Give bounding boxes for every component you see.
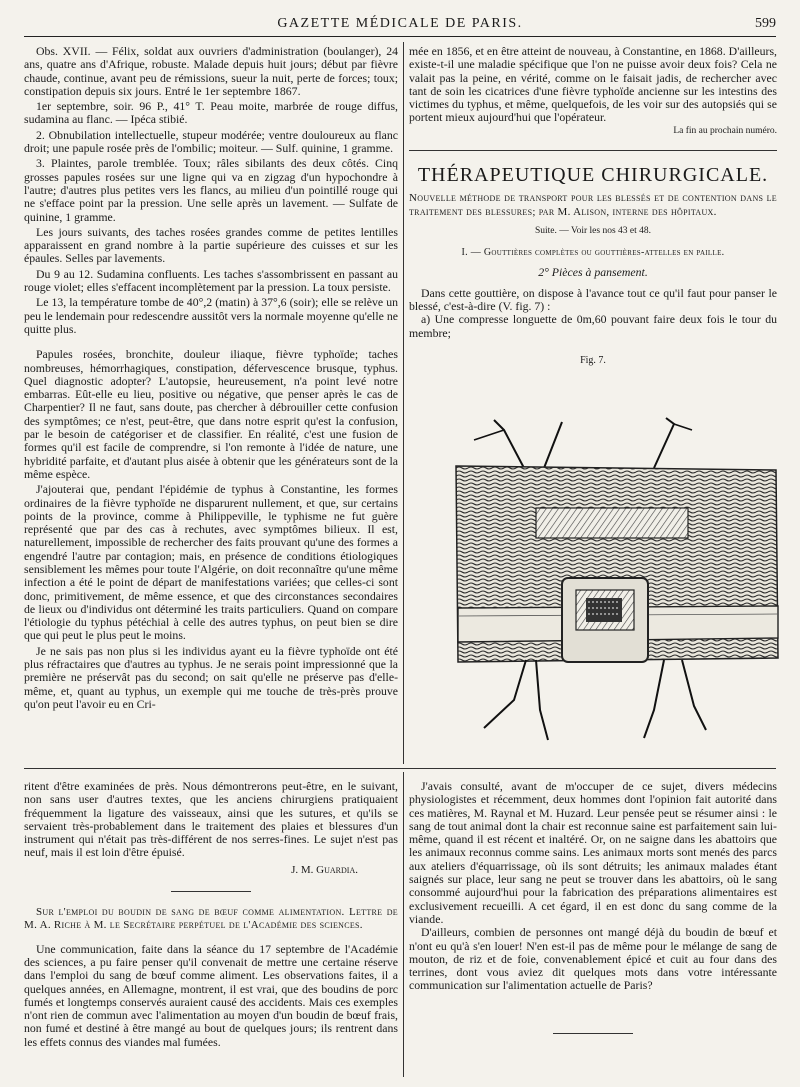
column-divider-bottom [403,772,404,1077]
letter-paragraph: Une communication, faite dans la séance du 17 septembre de l'Académie des sciences, a pu faire penser qu'il convenait de mettre une certaine réserve dans l'emploi du sang de bœuf comme aliment. Les observations faites, il a quelques années, en Allemagne, montrent, il est vrai, que des boudins de porc fumés et longtemps conservés auraient causé des accidents. Mais ces exemples n'ont rien de commun avec l'alimentation au moyen d'un boudin de bœuf frais, non fumé et destiné à être mangé au bout de quelques jours; ils rentrent dans les effets connus des viandes mal fumées. [24,941,398,1049]
left-top-column [24,45,398,713]
discussion-paragraph: J'ajouterai que, pendant l'épidémie de typhus à Constantine, les formes ordinaires de la fièvre typhoïde ne disparurent nullement, et que, sur certains points de la province, comme à Philippeville, le typhisme ne fut guère représenté que par des cas à rechutes, avec symptômes bilieux. Il est, naturellement, impossible de rechercher des faits prouvant qu'une des formes a engendré l'autre par contagion; mais, en présence de conditions étiologiques sensiblement les mêmes pour toute l'Algérie, on doit reconnaître qu'une même infection a été le point de départ de manifestations variées; que celles-ci sont donc, primitivement, de même essence, et que des circonstances secondaires de lieux ou d'individus ont déterminé les traits particuliers. Quand on compare l'étiologie du typhus pétéchial à celle des autres typhus, on peut bien se dire que qui peut le plus peut le moins. [24,482,398,643]
observation-paragraph: 2. Obnubilation intellectuelle, stupeur modérée; ventre douloureux au flanc droit; une papule rosée près de l'ombilic; moiteur. — Sulf. quinine, 1 gramme. [24,127,398,156]
subsection-heading: I. — Gouttières complètes ou gouttières-attelles en paille. [461,247,725,259]
letter-paragraph: D'ailleurs, combien de personnes ont mangé déjà du boudin de bœuf et n'ont eu qu'à s'en louer! N'en est-il pas de même pour le mélange de sang de mouton, de riz et de foie, convenablement épicé et cuit au four dans des terrines, dont vous aviez dit quelques mots dans votre intéressante communication sur l'alimentation actuelle de Paris? [409,925,777,993]
continuation-paragraph: mée en 1856, et en être atteint de nouveau, à Constantine, en 1868. D'ailleurs, existe-t-il une maladie spécifique que l'on ne puisse avoir deux fois? Cela ne valait pas la peine, en vérité, comme on le faisait jadis, de rechercher avec tant de soin les cicatrices d'une fièvre typhoïde ancienne sur les intestins des victimes du typhus, et même, quelquefois, de les voir sur des autopsiés qui se portent mieux aujourd'hui que l'opérateur. [409,44,777,125]
page-header [24,16,776,37]
article-end-rule [553,1033,633,1034]
article-end-rule [171,891,251,892]
section-title: THÉRAPEUTIQUE CHIRURGICALE. [417,164,769,187]
left-bottom-column [24,780,398,1049]
figure-7-illustration [444,410,788,750]
right-bottom-column [409,780,777,1048]
observation-paragraph: Obs. XVII. — Félix, soldat aux ouvriers d'administration (boulanger), 24 ans, quatre ans d'Afrique, robuste. Malade depuis huit jours; début par fièvre chaude, continue, avant peu de rémissions, sueur la nuit, perte de forces; toux; constipation depuis six jours. Entré le 1er septembre 1867. [24,44,398,98]
subsubsection-heading: 2° Pièces à pansement. [538,264,648,279]
article-title: Nouvelle méthode de transport pour les blessés et de contention dans le traitement des blessures; par M. Alison, interne des hôpitaux. [409,192,777,218]
letter-title: Sur l'emploi du boudin de sang de bœuf comme alimentation. Lettre de M. A. Riche à M. le Secrétaire perpétuel de l'Académie des sciences. [24,906,398,932]
continued-note: La fin au prochain numéro. [673,125,777,136]
letter-paragraph: J'avais consulté, avant de m'occuper de ce sujet, divers médecins physiologistes et récemment, deux hommes dont l'opinion fait autorité dans ces matières, M. Raynal et M. Huzard. Leur pensée peut se résumer ainsi : le sang de tout animal dont la chair est reconnue saine est parfaitement sain lui-même, quand il est récent et inaltéré. Or, on ne saigne dans les abattoirs que les animaux reconnus comme sains. Les animaux morts sont menés des parcs aux ateliers d'équarrissage, où ils sont détruits; les animaux malades étant saignés sur place, leur sang ne peut se trouver dans les abattoirs, où le sang consommé aujourd'hui pour la fabrication des préparations alimentaires est exclusivement recueilli. A cet égard, il en est donc du sang comme de la viande. [409,779,777,926]
journal-title: GAZETTE MÉDICALE DE PARIS. [277,16,523,31]
figure-caption: Fig. 7. [580,355,606,367]
discussion-paragraph: Je ne sais pas non plus si les individus ayant eu la fièvre typhoïde ont été plus réfractaires que d'autres au typhus. Je ne serais point impressionné que la première ne préservât pas du second; on sait qu'elle ne préserve pas d'elle-même, et, quant au typhus, un exemple qui me touche de très-près prouve qu'on peut l'avoir eu en Cri- [24,643,398,711]
article-suite-note: Suite. — Voir les nos 43 et 48. [534,225,652,236]
body-paragraph: Dans cette gouttière, on dispose à l'avance tout ce qu'il faut pour panser le blessé, c'est-à-dire (V. fig. 7) : [409,285,777,314]
observation-paragraph: Le 13, la température tombe de 40°,2 (matin) à 37°,6 (soir); elle se relève un peu le lendemain pour redescendre aussitôt vers la normale moyenne qu'elle ne quitte plus. [24,295,398,336]
observation-paragraph: Les jours suivants, des taches rosées grandes comme de petites lentilles apparaissent en grand nombre à la partie supérieure des cuisses et sur les épaules. Selles par lavements. [24,224,398,266]
page-horizontal-divider [24,768,776,769]
discussion-paragraph: Papules rosées, bronchite, douleur iliaque, fièvre typhoïde; taches nombreuses, hémorrhagiques, constipation, défervescence brusque, typhus. Quel diagnostic adopter? L'autopsie, heureusement, n'a point levé notre embarras. Eût-elle eu lieu, positive ou négative, que penser après le cas de Charpentier? Il ne faut, sans doute, pas chercher à débrouiller cette confusion des symptômes; ce n'est, peut-être, que dans notre esprit qu'est la confusion, par le besoin de catégoriser et de classifier. En réalité, c'est une fusion de formes qu'il est facile de comprendre, si l'on remonte à l'idée de nature, une hybridité parfaite, et d'autant plus aisée à obtenir que les générateurs sont de la même espèce. [24,347,398,481]
column-divider-top [403,42,404,764]
page-number: 599 [755,16,776,31]
section-divider [409,150,777,151]
body-paragraph: a) Une compresse longuette de 0m,60 pouvant faire deux fois le tour du membre; [409,312,777,340]
right-top-column [409,45,777,373]
observation-paragraph: Du 9 au 12. Sudamina confluents. Les taches s'assombrissent en passant au rouge violet; elles s'effacent incomplètement par la pression. La toux persiste. [24,266,398,295]
observation-paragraph: 3. Plaintes, parole tremblée. Toux; râles sibilants des deux côtés. Cinq grosses papules rosées sur une ligne qui va en zigzag d'un hypochondre à l'autre; d'autres plus petites vers les flancs, au milieu d'un pointillé rouge qui ne s'efface point par la pression. Une selle après un lavement. — Sulfate de quinine, 1 gramme. [24,156,398,224]
article-author: J. M. Guardia. [291,863,358,876]
observation-paragraph: 1er septembre, soir. 96 P., 41° T. Peau moite, marbrée de rouge diffus, sudamina au flanc. — Ipéca stibié. [24,99,398,127]
continuation-paragraph: ritent d'être examinées de près. Nous démontrerons peut-être, en le suivant, non sans user d'autres textes, que les anciens chirurgiens pratiquaient fréquemment la ligature des vaisseaux, ainsi que les sutures, et qu'ils se servaient très-probablement dans le traitement des plaies et blessures d'un instrument qui n'était pas très-différent de nos serres-fines. Le sujet n'est pas neuf, mais il est loin d'être épuisé. [24,779,398,860]
